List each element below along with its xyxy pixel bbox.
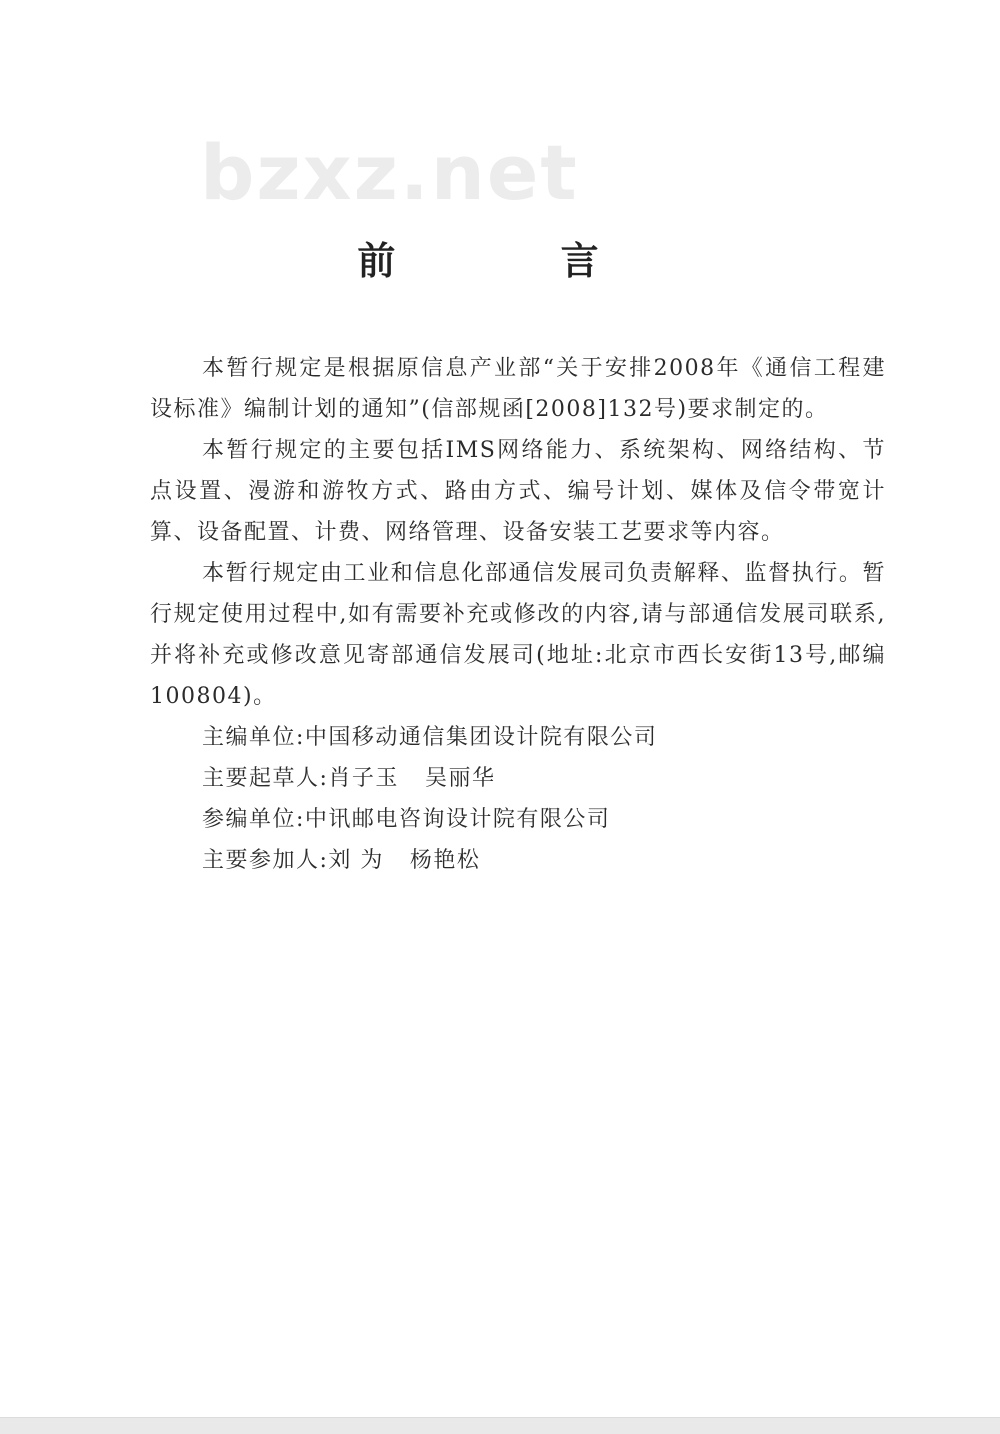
credit-label: 参编单位: bbox=[202, 807, 305, 832]
viewer-bottom-bar bbox=[0, 1417, 1000, 1434]
credit-value: 中国移动通信集团设计院有限公司 bbox=[304, 725, 658, 750]
main-participants-line bbox=[150, 840, 886, 881]
participant-name: 刘 为 bbox=[328, 848, 384, 873]
credit-label: 主要起草人: bbox=[202, 766, 329, 791]
credit-value: 中讯邮电咨询设计院有限公司 bbox=[304, 807, 611, 832]
paragraph: 本暂行规定的主要包括IMS网络能力、系统架构、网络结构、节点设置、漫游和游牧方式、路由方式、编号计划、媒体及信令带宽计算、设备配置、计费、网络管理、设备安装工艺要求等内容。 bbox=[150, 438, 886, 545]
participating-unit-line bbox=[150, 799, 886, 840]
drafter-name: 吴丽华 bbox=[424, 766, 496, 791]
preface-body bbox=[150, 348, 886, 881]
watermark-logo: bzxz.net bbox=[200, 128, 579, 217]
participant-name: 杨艳松 bbox=[409, 848, 481, 873]
paragraph: 本暂行规定由工业和信息化部通信发展司负责解释、监督执行。暂行规定使用过程中,如有需要补充或修改的内容,请与部通信发展司联系,并将补充或修改意见寄部通信发展司(地址:北京市西长安街13号,邮编100804)。 bbox=[150, 561, 886, 709]
credit-label: 主编单位: bbox=[202, 725, 305, 750]
main-drafters-line bbox=[150, 758, 886, 799]
chief-editor-unit-line bbox=[150, 717, 886, 758]
credit-label: 主要参加人: bbox=[202, 848, 329, 873]
page-title: 前 言 bbox=[357, 238, 675, 283]
drafter-name: 肖子玉 bbox=[328, 766, 399, 791]
paragraph: 本暂行规定是根据原信息产业部“关于安排2008年《通信工程建设标准》编制计划的通知”(信部规函[2008]132号)要求制定的。 bbox=[150, 356, 886, 422]
